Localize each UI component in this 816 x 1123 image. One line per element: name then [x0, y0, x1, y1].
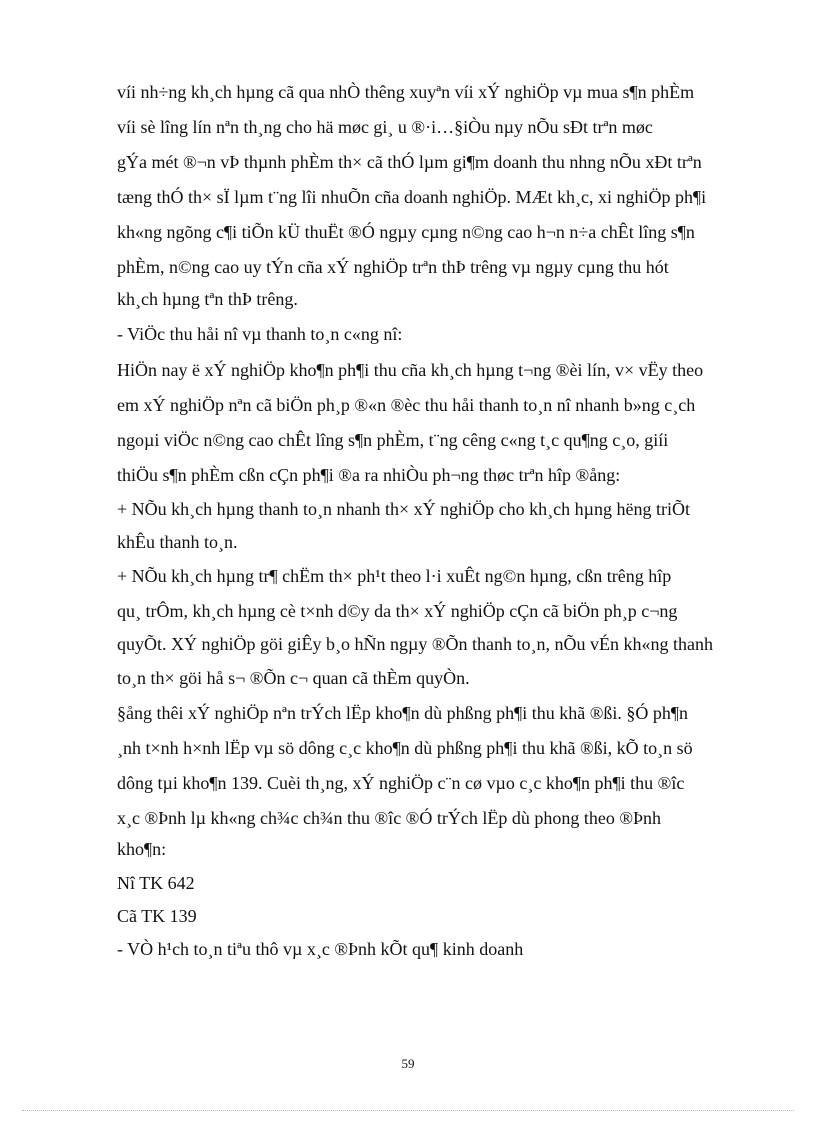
text-line: HiÖn nay ë xÝ nghiÖp kho¶n ph¶i thu cña kh¸ch hµng t¬ng ®èi lín, v× vËy theo [117, 360, 704, 380]
text-line: víi sè lîng lín nªn th¸ng cho hä møc gi¸ u ®·i…§iÒu nµy nÕu sÐt trªn møc [117, 117, 653, 137]
text-line: kho¶n: [117, 839, 167, 859]
text-line: víi nh÷ng kh¸ch hµng cã qua nhÒ thêng xuyªn víi xÝ nghiÖp vµ mua s¶n phÈm [117, 82, 695, 102]
text-line: phÈm, n©ng cao uy tÝn cña xÝ nghiÖp trªn thÞ trêng vµ ngµy cµng thu hót [117, 257, 669, 277]
page-number: 59 [401, 1056, 415, 1071]
text-line: dông tµi kho¶n 139. Cuèi th¸ng, xÝ nghiÖp c¨n cø vµo c¸c kho¶n ph¶i thu ®îc [117, 773, 685, 793]
page-bottom-divider [22, 1110, 794, 1111]
list-item: - ViÖc thu håi nî vµ thanh to¸n c«ng nî: [117, 324, 403, 344]
text-line: em xÝ nghiÖp nªn cã biÖn ph¸p ®«n ®èc thu håi thanh to¸n nî nhanh b»ng c¸ch [117, 395, 696, 415]
text-line: quyÕt. XÝ nghiÖp göi giÊy b¸o hÑn ngµy ®Õn thanh to¸n, nÕu vÉn kh«ng thanh [117, 634, 714, 654]
journal-entry-credit: Cã TK 139 [117, 906, 197, 926]
text-line: thiÖu s¶n phÈm cßn cÇn ph¶i ®a ra nhiÒu ph¬ng thøc trªn hîp ®ång: [117, 465, 621, 485]
text-line: x¸c ®Þnh lµ kh«ng ch¾c ch¾n thu ®îc ®Ó trÝch lËp dù phong theo ®Þnh [117, 808, 662, 828]
list-item: + NÕu kh¸ch hµng tr¶ chËm th× ph¹t theo l·i xuÊt ng©n hµng, cßn trêng hîp [117, 566, 672, 586]
text-line: ngoµi viÖc n©ng cao chÊt lîng s¶n phÈm, t¨ng cêng c«ng t¸c qu¶ng c¸o, giíi [117, 430, 669, 450]
text-line: kh¸ch hµng tªn thÞ trêng. [117, 289, 298, 309]
text-line: khÊu thanh to¸n. [117, 532, 238, 552]
section-heading: - VÒ h¹ch to¸n tiªu thô vµ x¸c ®Þnh kÕt qu¶ kinh doanh [117, 939, 524, 959]
journal-entry-debit: Nî TK 642 [117, 873, 195, 893]
text-line: qu¸ trÔm, kh¸ch hµng cè t×nh d©y da th× xÝ nghiÖp cÇn cã biÖn ph¸p c¬ng [117, 601, 678, 621]
text-line: kh«ng ngõng c¶i tiÕn kÜ thuËt ®Ó ngµy cµng n©ng cao h¬n n÷a chÊt lîng s¶n [117, 222, 695, 242]
text-line: §ång thêi xÝ nghiÖp nªn trÝch lËp kho¶n dù phßng ph¶i thu khã ®ßi. §Ó ph¶n [117, 703, 689, 723]
text-line: tæng thÓ th× sÏ lµm t¨ng lîi nhuÕn cña doanh nghiÖp. MÆt kh¸c, xi nghiÖp ph¶i [117, 187, 707, 207]
text-line: to¸n th× göi hå s¬ ®Õn c¬ quan cã thÈm quyÒn. [117, 668, 470, 688]
text-line: ¸nh t×nh h×nh lËp vµ sö dông c¸c kho¶n dù phßng ph¶i thu khã ®ßi, kÕ to¸n sö [117, 738, 693, 758]
text-line: gÝa mét ®¬n vÞ thµnh phÈm th× cã thÓ lµm gi¶m doanh thu nhng nÕu xÐt trªn [117, 152, 702, 172]
list-item: + NÕu kh¸ch hµng thanh to¸n nhanh th× xÝ nghiÖp cho kh¸ch hµng hëng triÕt [117, 499, 690, 519]
